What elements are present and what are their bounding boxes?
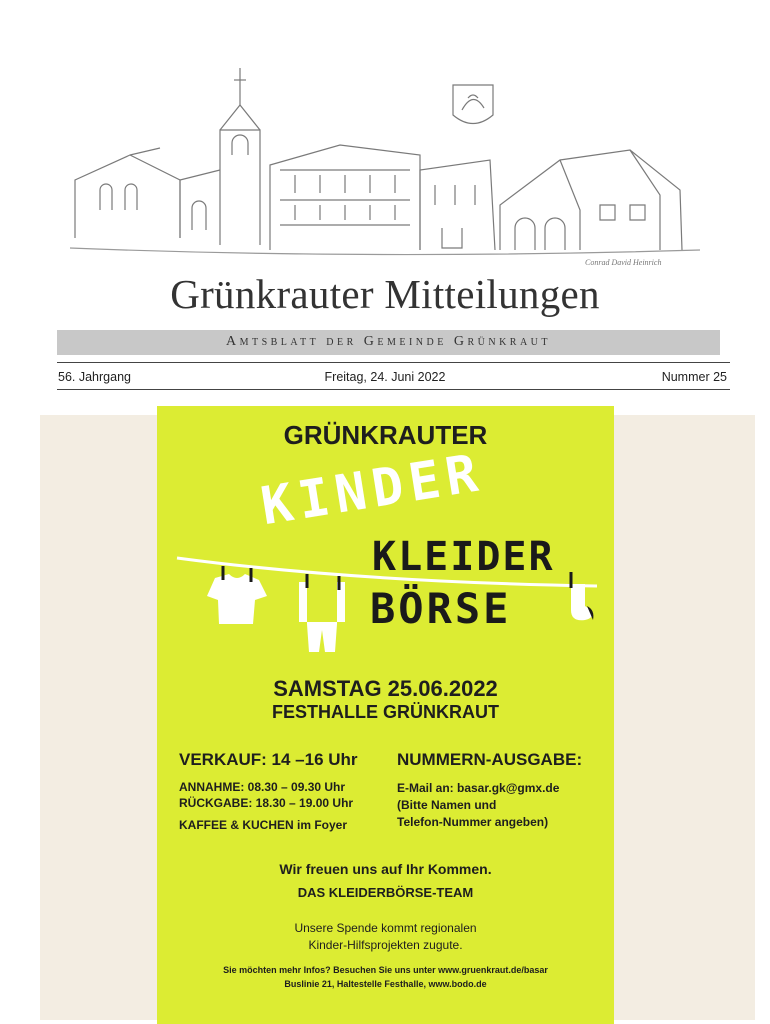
artist-signature: Conrad David Heinrich: [585, 258, 662, 267]
numbers-note-1: (Bitte Namen und: [397, 798, 497, 812]
issue-date: Freitag, 24. Juni 2022: [324, 370, 446, 384]
numbers-details: [397, 780, 559, 831]
subtitle-bar: [57, 330, 720, 355]
footer-bus-line: Buslinie 21, Haltestelle Festhalle, www.bodo.de: [284, 979, 487, 989]
newsletter-subtitle: Amtsblatt der Gemeinde Grünkraut: [225, 334, 552, 349]
event-venue: FESTHALLE GRÜNKRAUT: [272, 702, 499, 722]
town-hall-sketch: [70, 60, 700, 270]
return-time: RÜCKGABE: 18.30 – 19.00 Uhr: [179, 796, 354, 810]
newsletter-title: Grünkrauter Mitteilungen: [170, 271, 600, 317]
event-date: SAMSTAG 25.06.2022: [273, 676, 498, 701]
numbers-note-2: Telefon-Nummer angeben): [397, 815, 549, 829]
dropoff-time: ANNAHME: 08.30 – 09.30 Uhr: [179, 780, 346, 794]
sale-details: [179, 779, 353, 811]
numbers-email: E-Mail an: basar.gk@gmx.de: [397, 781, 560, 795]
header-rule-bottom: [57, 389, 730, 390]
flyer-headline: GRÜNKRAUTER: [283, 420, 488, 450]
flyer-footer: [157, 963, 614, 991]
word-kinder: KINDER: [257, 442, 488, 538]
word-boerse: BÖRSE: [370, 584, 512, 633]
welcome-line: Wir freuen uns auf Ihr Kommen.: [279, 861, 492, 877]
cafe-info: KAFFEE & KUCHEN im Foyer: [179, 818, 348, 832]
donation-line-2: Kinder-Hilfsprojekten zugute.: [308, 938, 463, 952]
kinderkleiderboerse-flyer: [157, 406, 614, 1024]
word-kleider: KLEIDER: [372, 534, 555, 580]
team-line: DAS KLEIDERBÖRSE-TEAM: [297, 885, 474, 900]
donation-text: [157, 920, 614, 954]
donation-line-1: Unsere Spende kommt regionalen: [294, 921, 477, 935]
numbers-heading: NUMMERN-AUSGABE:: [397, 750, 583, 769]
footer-info-line: Sie möchten mehr Infos? Besuchen Sie uns unter www.gruenkraut.de/basar: [223, 965, 548, 975]
header-rule-top: [57, 362, 730, 363]
sale-heading: VERKAUF: 14 –16 Uhr: [179, 750, 358, 769]
issue-volume: 56. Jahrgang: [58, 370, 131, 384]
issue-number: Nummer 25: [661, 370, 727, 384]
